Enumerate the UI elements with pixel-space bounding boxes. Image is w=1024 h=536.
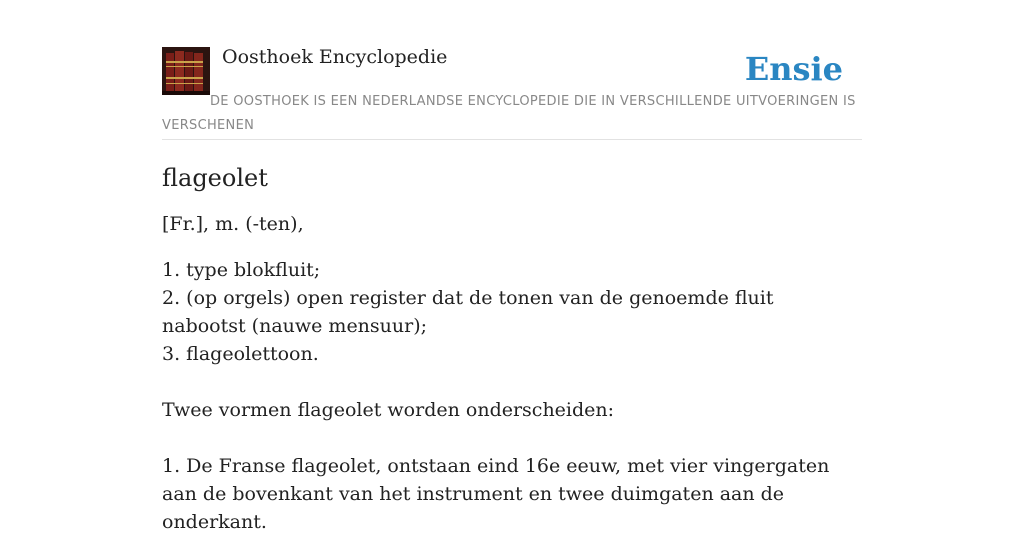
definition-item: 2. (op orgels) open register dat de tonen van de genoemde fluit nabootst (nauwe mensuur); [162, 287, 774, 337]
book-spines-icon[interactable] [162, 47, 210, 95]
entry-etymology: [Fr.], m. (-ten), [162, 213, 304, 235]
ensie-logo[interactable]: Ensie [744, 50, 843, 88]
entry-content [162, 160, 862, 536]
definition-list [162, 256, 862, 368]
body-paragraph: Twee vormen flageolet worden onderscheiden: [162, 399, 615, 421]
site-name[interactable]: Oosthoek Encyclopedie [222, 46, 448, 68]
site-tagline: DE OOSTHOEK IS EEN NEDERLANDSE ENCYCLOPEDIE DIE IN VERSCHILLENDE UITVOERINGEN IS VERSCHENEN [162, 94, 856, 133]
body-paragraph: 1. De Franse flageolet, ontstaan eind 16e eeuw, met vier vingergaten aan de bovenkant van het instrument en twee duimgaten aan de onderkant. [162, 455, 830, 533]
definition-item: 1. type blokfluit; [162, 259, 321, 281]
entry-title: flageolet [162, 164, 268, 192]
definition-item: 3. flageolettoon. [162, 343, 319, 365]
site-header [162, 40, 862, 140]
